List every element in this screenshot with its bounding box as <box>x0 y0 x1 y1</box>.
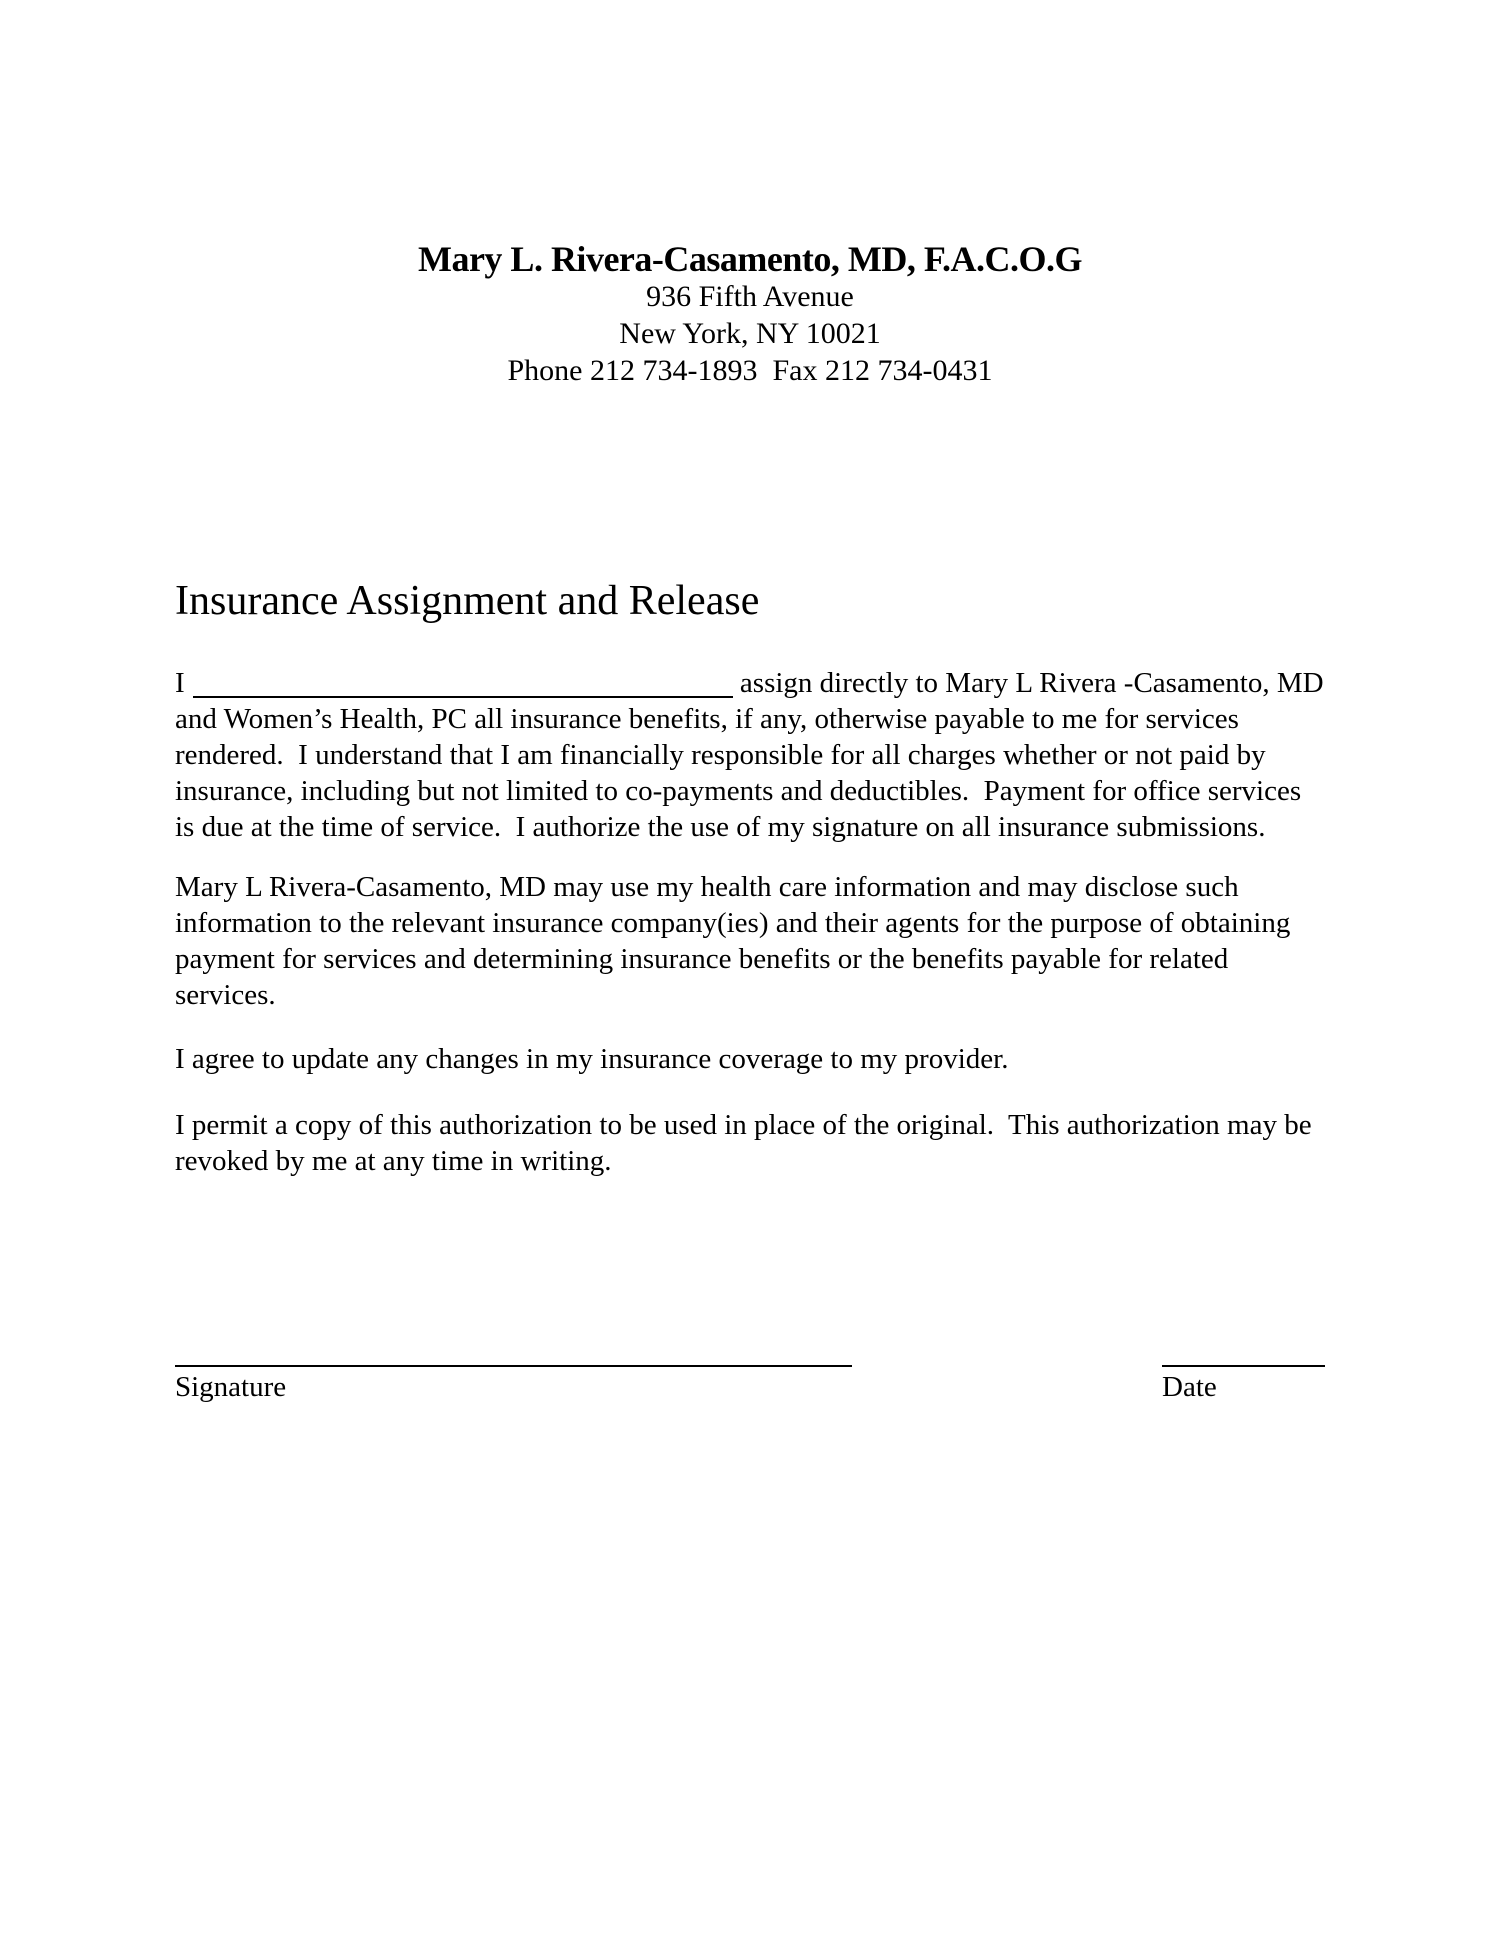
signature-label: Signature <box>175 1371 287 1403</box>
signature-block <box>175 1365 852 1405</box>
date-line-field[interactable] <box>1162 1365 1325 1367</box>
date-block <box>1162 1365 1325 1405</box>
paragraph1-prefix: I <box>175 667 185 699</box>
assignment-paragraph <box>175 665 1331 845</box>
form-title: Insurance Assignment and Release <box>175 578 760 624</box>
phone-fax-line: Phone 212 734-1893 Fax 212 734-0431 <box>507 354 993 387</box>
signature-section <box>175 1365 1325 1405</box>
signature-line-field[interactable] <box>175 1365 852 1367</box>
address-line-2: New York, NY 10021 <box>619 317 881 350</box>
patient-name-blank-field[interactable] <box>193 674 733 698</box>
address-line-1: 936 Fifth Avenue <box>646 280 854 313</box>
practice-name: Mary L. Rivera-Casamento, MD, F.A.C.O.G <box>417 239 1083 279</box>
date-label: Date <box>1162 1371 1217 1403</box>
copy-authorization-paragraph: I permit a copy of this authorization to be used in place of the original. This authorization may be revoked by me at any time in writing. <box>175 1109 1319 1177</box>
coverage-update-paragraph: I agree to update any changes in my insurance coverage to my provider. <box>175 1043 1009 1075</box>
letterhead <box>175 240 1325 389</box>
information-disclosure-paragraph: Mary L Rivera-Casamento, MD may use my health care information and may disclose such information to the relevant insurance company(ies) and their agents for the purpose of obtaining payment for services and determining insurance benefits or the benefits payable for related services. <box>175 871 1298 1011</box>
paragraph1-text: assign directly to Mary L Rivera -Casamento, MD and Women’s Health, PC all insurance benefits, if any, otherwise payable to me for services rendered. I understand that I am financially responsible for all charges whether or not paid by insurance, including but not limited to co-payments and deductibles. Payment for office services is due at the time of service. I authorize the use of my signature on all insurance submissions. <box>175 667 1331 843</box>
